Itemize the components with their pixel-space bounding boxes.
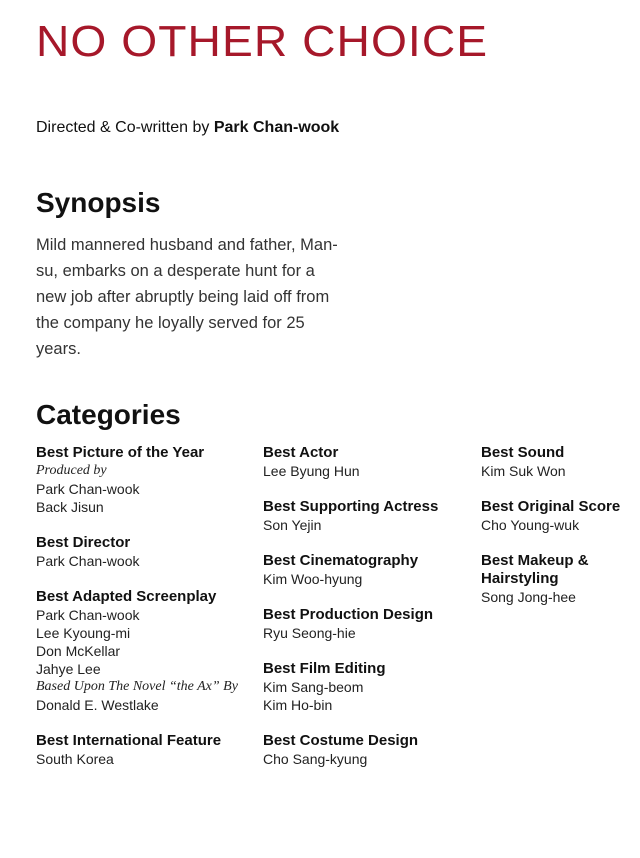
category-title: Best Makeup & Hairstyling (481, 552, 589, 587)
category-column-1 (36, 444, 246, 786)
category-title: Best Adapted Screenplay (36, 588, 217, 605)
category-block (481, 498, 631, 534)
category-note: Produced by (36, 463, 107, 478)
category-block (36, 732, 246, 768)
credit-prefix: Directed & Co-written by (36, 119, 210, 136)
nominee-name: Ryu Seong-hie (263, 625, 356, 641)
category-title: Best Sound (481, 444, 565, 461)
category-block (263, 444, 463, 480)
director-credit (36, 118, 339, 138)
category-title: Best Production Design (263, 606, 434, 623)
nominee-name: Park Chan-wook (36, 481, 140, 497)
nominee-name: Donald E. Westlake (36, 697, 159, 713)
category-block (263, 498, 463, 534)
nominee-name: Park Chan-wook (36, 607, 140, 623)
category-block (263, 606, 463, 642)
nominee-name: Lee Byung Hun (263, 463, 360, 479)
category-title: Best Cinematography (263, 552, 419, 569)
category-block (263, 660, 463, 714)
nominee-name: Kim Woo-hyung (263, 571, 363, 587)
category-block (481, 552, 631, 606)
category-block (36, 534, 246, 570)
nominee-name: Cho Young-wuk (481, 517, 580, 533)
nominee-name: Back Jisun (36, 499, 104, 515)
category-column-2 (263, 444, 463, 786)
category-block (481, 444, 631, 480)
category-block (36, 444, 246, 516)
category-title: Best Costume Design (263, 732, 419, 749)
nominee-name: Cho Sang-kyung (263, 751, 368, 767)
category-title: Best Supporting Actress (263, 498, 439, 515)
synopsis-text: Mild mannered husband and father, Man-su, embarks on a desperate hunt for a new job after abruptly being laid off from the company he loyally served for 25 years. (36, 236, 338, 358)
nominee-name: Lee Kyoung-mi (36, 625, 131, 641)
synopsis-heading: Synopsis (36, 187, 161, 218)
nominee-name: Kim Ho-bin (263, 697, 333, 713)
category-title: Best Director (36, 534, 131, 551)
category-note: Based Upon The Novel “the Ax” By (36, 679, 238, 694)
category-block (263, 552, 463, 588)
nominee-name: South Korea (36, 751, 114, 767)
category-column-3 (481, 444, 631, 624)
nominee-name: Song Jong-hee (481, 589, 576, 605)
category-block (36, 588, 246, 714)
category-title: Best International Feature (36, 732, 222, 749)
category-title: Best Actor (263, 444, 339, 461)
category-title: Best Picture of the Year (36, 444, 205, 461)
nominee-name: Son Yejin (263, 517, 322, 533)
category-block (263, 732, 463, 768)
director-name: Park Chan-wook (213, 119, 340, 136)
nominee-name: Jahye Lee (36, 661, 101, 677)
film-title: NO OTHER CHOICE (36, 17, 489, 66)
nominee-name: Don McKellar (36, 643, 121, 659)
nominee-name: Park Chan-wook (36, 553, 140, 569)
category-title: Best Film Editing (263, 660, 386, 677)
nominee-name: Kim Sang-beom (263, 679, 364, 695)
categories-heading: Categories (36, 399, 181, 430)
nominee-name: Kim Suk Won (481, 463, 566, 479)
category-title: Best Original Score (481, 498, 621, 515)
